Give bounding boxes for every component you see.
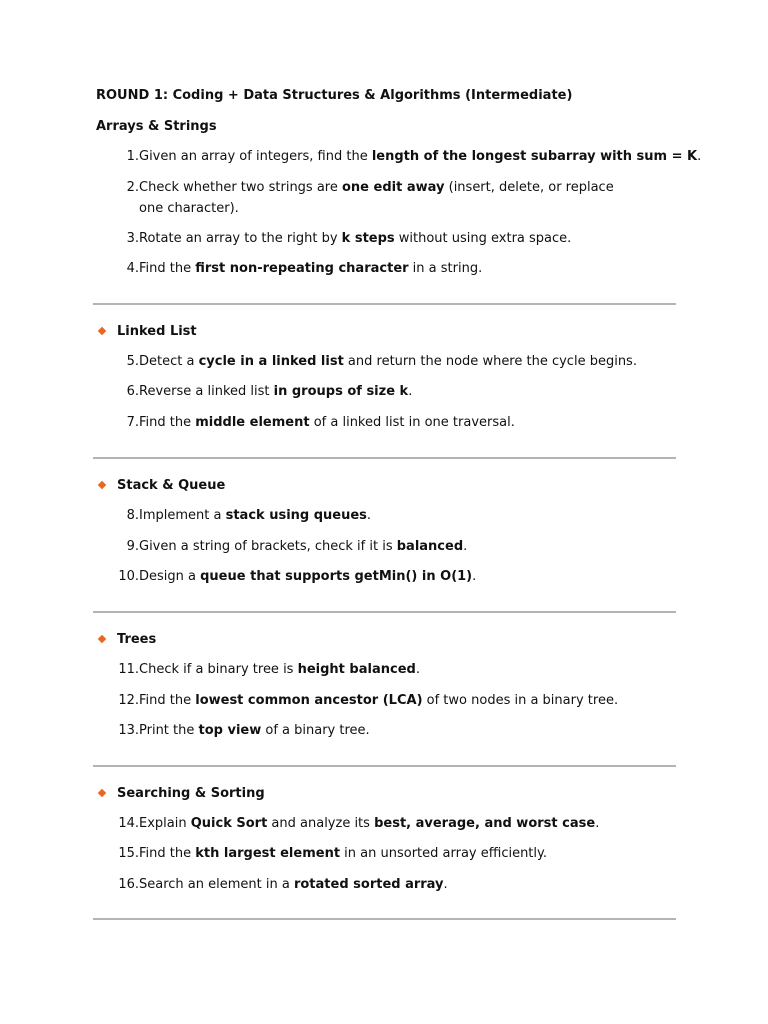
text-run: Rotate an array to the right by xyxy=(139,231,342,246)
section-heading-arrays-strings: Arrays & Strings xyxy=(96,119,217,134)
emphasis-text: stack using queues xyxy=(225,508,367,523)
item-text xyxy=(139,228,654,249)
text-run: Check whether two strings are xyxy=(139,180,342,195)
list-item xyxy=(114,258,654,279)
emphasis-text: first non-repeating character xyxy=(195,261,409,276)
item-number: 3. xyxy=(126,231,139,246)
list-item xyxy=(114,505,654,526)
section-divider xyxy=(93,765,676,767)
item-number: 4. xyxy=(126,261,139,276)
text-run: in an unsorted array efficiently. xyxy=(340,846,547,861)
emphasis-text: k steps xyxy=(341,231,395,246)
list-item xyxy=(114,536,654,557)
item-text xyxy=(139,720,654,741)
list-item xyxy=(114,228,654,249)
list-item xyxy=(114,874,654,895)
item-number: 8. xyxy=(126,508,139,523)
emphasis-text: balanced xyxy=(396,539,464,554)
text-run: in a string. xyxy=(408,261,483,276)
item-number: 12. xyxy=(118,693,139,708)
item-number: 15. xyxy=(118,846,139,861)
list-item xyxy=(114,813,654,834)
list-item xyxy=(114,177,654,219)
text-run: Design a xyxy=(139,569,201,584)
emphasis-text: in groups of size k xyxy=(273,384,409,399)
text-run: without using extra space. xyxy=(394,231,572,246)
list-item xyxy=(114,690,654,711)
text-run: of a binary tree. xyxy=(261,723,370,738)
emphasis-text: length of the longest subarray with sum = K xyxy=(371,149,698,164)
item-text xyxy=(139,874,654,895)
diamond-bullet-icon xyxy=(98,635,106,643)
diamond-bullet-icon xyxy=(98,789,106,797)
item-number: 10. xyxy=(118,569,139,584)
text-run: . xyxy=(595,816,600,831)
text-run: and return the node where the cycle begins. xyxy=(343,354,637,369)
diamond-bullet-icon xyxy=(98,327,106,335)
list-item xyxy=(114,659,654,680)
item-text xyxy=(139,813,654,834)
section-divider xyxy=(93,457,676,459)
text-run: Given a string of brackets, check if it is xyxy=(139,539,397,554)
text-run: . xyxy=(463,539,468,554)
item-number: 6. xyxy=(126,384,139,399)
text-run: . xyxy=(415,662,420,677)
item-text xyxy=(139,659,654,680)
text-run: Given an array of integers, find the xyxy=(139,149,372,164)
emphasis-text: rotated sorted array xyxy=(293,877,444,892)
section-divider xyxy=(93,918,676,920)
text-run: . xyxy=(408,384,413,399)
emphasis-text: best, average, and worst case xyxy=(374,816,596,831)
section-heading-stack-queue: Stack & Queue xyxy=(117,478,226,493)
section-divider xyxy=(93,611,676,613)
item-text xyxy=(139,536,654,557)
text-run: . xyxy=(697,149,702,164)
emphasis-text: one edit away xyxy=(342,180,445,195)
emphasis-text: top view xyxy=(198,723,262,738)
item-text xyxy=(139,505,654,526)
text-run: Check if a binary tree is xyxy=(139,662,298,677)
text-run: Find the xyxy=(139,693,196,708)
list-item xyxy=(114,381,654,402)
item-text xyxy=(139,843,654,864)
item-text xyxy=(139,412,654,433)
emphasis-text: queue that supports getMin() in O(1) xyxy=(200,569,473,584)
emphasis-text: kth largest element xyxy=(195,846,341,861)
item-text xyxy=(139,146,702,167)
item-number: 13. xyxy=(118,723,139,738)
text-run: Print the xyxy=(139,723,199,738)
text-run: Detect a xyxy=(139,354,199,369)
list-item xyxy=(114,843,654,864)
text-run: . xyxy=(443,877,448,892)
text-run: . xyxy=(366,508,372,523)
emphasis-text: middle element xyxy=(195,415,310,430)
item-number: 1. xyxy=(126,149,139,164)
text-run: Find the xyxy=(139,846,196,861)
item-text xyxy=(139,258,654,279)
item-text xyxy=(139,381,654,402)
list-item xyxy=(114,412,654,433)
text-run: Explain xyxy=(139,816,191,831)
text-run: Implement a xyxy=(139,508,226,523)
text-run: of two nodes in a binary tree. xyxy=(422,693,619,708)
item-text xyxy=(139,177,619,219)
list-item xyxy=(114,146,702,167)
item-number: 2. xyxy=(126,180,139,195)
item-text xyxy=(139,566,654,587)
item-number: 7. xyxy=(126,415,139,430)
item-number: 11. xyxy=(118,662,139,677)
emphasis-text: Quick Sort xyxy=(190,816,268,831)
page-title: ROUND 1: Coding + Data Structures & Algorithms (Intermediate) xyxy=(96,88,573,103)
text-run: of a linked list in one traversal. xyxy=(309,415,515,430)
emphasis-text: cycle in a linked list xyxy=(198,354,344,369)
list-item xyxy=(114,351,654,372)
section-divider xyxy=(93,303,676,305)
item-number: 5. xyxy=(126,354,139,369)
list-item xyxy=(114,566,654,587)
section-heading-linked-list: Linked List xyxy=(117,324,197,339)
item-number: 14. xyxy=(118,816,139,831)
item-text xyxy=(139,351,654,372)
diamond-bullet-icon xyxy=(98,481,106,489)
section-heading-searching-sorting: Searching & Sorting xyxy=(117,786,265,801)
emphasis-text: lowest common ancestor (LCA) xyxy=(195,693,423,708)
text-run: Reverse a linked list xyxy=(139,384,274,399)
item-number: 16. xyxy=(118,877,139,892)
text-run: Search an element in a xyxy=(139,877,294,892)
text-run: Find the xyxy=(139,261,196,276)
text-run: Find the xyxy=(139,415,196,430)
text-run: (insert, delete, or replace one character). xyxy=(139,180,614,216)
emphasis-text: height balanced xyxy=(297,662,416,677)
item-number: 9. xyxy=(126,539,139,554)
text-run: . xyxy=(472,569,477,584)
section-heading-trees: Trees xyxy=(117,632,157,647)
list-item xyxy=(114,720,654,741)
item-text xyxy=(139,690,654,711)
text-run: and analyze its xyxy=(267,816,375,831)
